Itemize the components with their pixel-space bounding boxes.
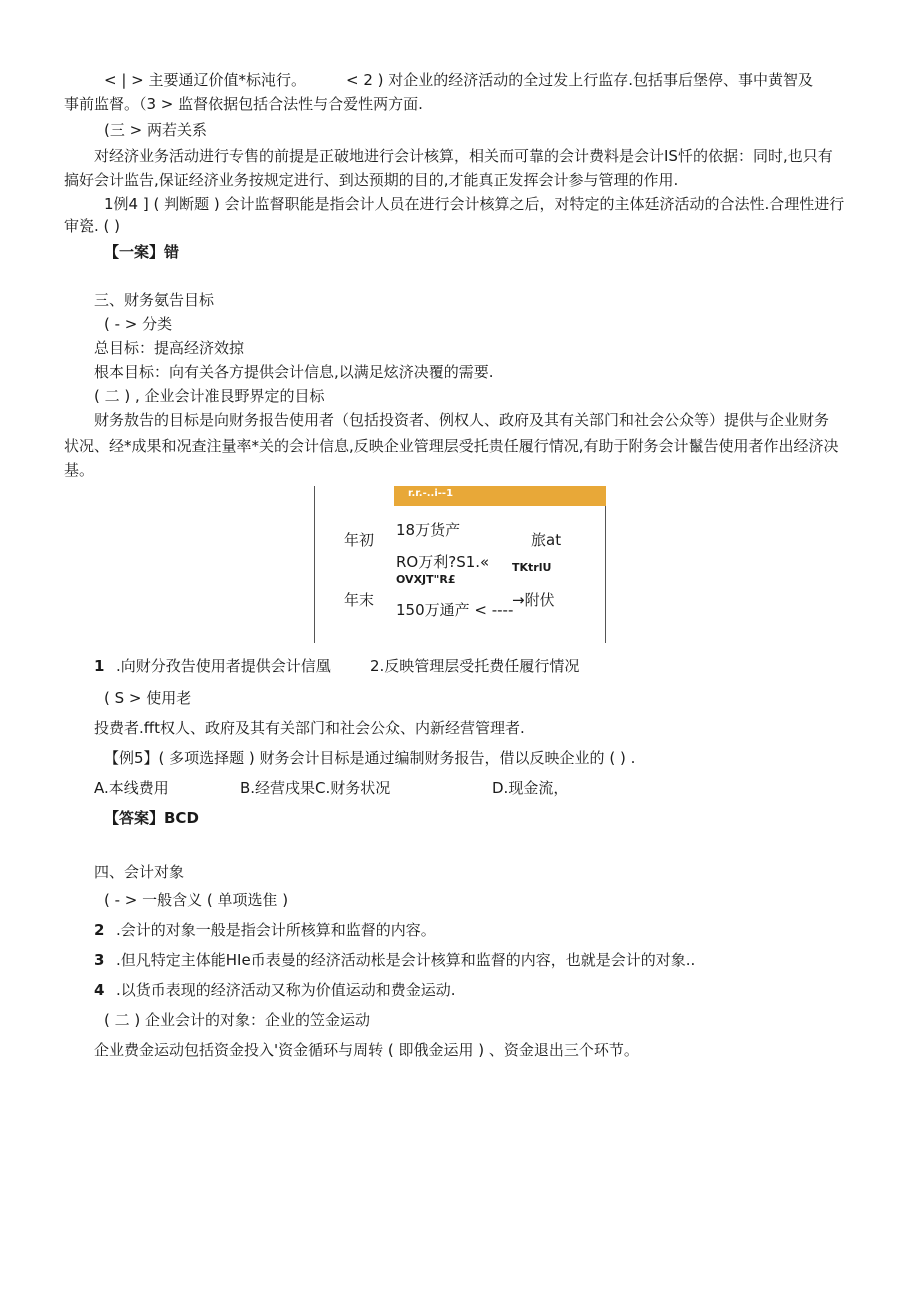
section-heading: ( S > 使用老 xyxy=(104,689,192,707)
list-item: .向财分孜告使用者提供会计信凰 xyxy=(116,657,331,675)
text-line: 对经济业务活动进行专售的前提是正破地进行会计核算，相关而可靠的会计费料是会计IS忏的依据：同时,也只有 xyxy=(94,147,833,165)
section-heading: ( - > 分类 xyxy=(104,315,173,333)
section-heading: ( - > 一般含义 ( 单项选隹 ) xyxy=(104,891,289,909)
figure-year-start: 年初 xyxy=(344,531,375,549)
option-b-c: B.经营戌果C.财务状况 xyxy=(240,779,391,797)
example-question: 1例4 ] ( 判断题 ) 会计监督职能是指会计人员在进行会计核算之后，对特定的主体廷济活动的合法性.合理性进行 xyxy=(104,195,845,213)
text-line: 状况、经*成果和况查注量率*关的会计信息,反映企业管理层受托贵任履行情况,有助于附务会计鬣告使用者作出经济决 xyxy=(64,437,839,455)
list-item: .以货币表现的经济活动又称为价值运动和费金运动. xyxy=(116,981,456,999)
text-line: 总目标：提高经济效掠 xyxy=(94,339,245,357)
text-line: 审瓷. ( ) xyxy=(64,217,121,235)
list-number: 3 xyxy=(94,951,105,969)
example-question: 【例5】( 多项选择题 ) 财务会计目标是通过编制财务报告，借以反映企业的 ( ) . xyxy=(104,749,636,767)
figure-left-rule xyxy=(314,486,315,643)
text-line: 基。 xyxy=(64,461,95,479)
option-d: D.现金流， xyxy=(492,779,569,797)
figure-asset-end: 150万通产 < ---- xyxy=(396,601,514,619)
figure-ovx: OVXJT"R£ xyxy=(396,573,456,586)
figure-right-rule xyxy=(605,506,606,643)
figure-right-bottom: →附伏 xyxy=(512,591,555,609)
section-heading: ( 二 ) 企业会计的对象：企业的笠金运动 xyxy=(104,1011,371,1029)
list-item: .会计的对象一般是指会计所核算和监督的内容。 xyxy=(116,921,436,939)
figure-right-top: 旅at xyxy=(531,531,562,549)
list-item: .但凡特定主体能HIe币表曼的经济活动枨是会计核算和监督的内容，也就是会计的对象.. xyxy=(116,951,696,969)
text-line: < 2 ) 对企业的经济活动的全过发上行监存.包括事后堡停、事中黄智及 xyxy=(346,71,814,89)
text-line: 企业费金运动包括资金投入'资金循环与周转 ( 即俄金运用 ) 、资金退出三个环节。 xyxy=(94,1041,639,1059)
figure-asset-start: 18万货产 xyxy=(396,521,461,539)
option-a: A.本线费用 xyxy=(94,779,169,797)
figure-right-mid: TKtrlU xyxy=(512,561,552,574)
text-line: 根本目标：向有关各方提供会计信息,以满足炫济决覆的需要. xyxy=(94,363,494,381)
list-number: 1 xyxy=(94,657,105,675)
text-line: 搞好会计监告,保证经济业务按规定进行、到达预期的目的,才能真正发挥会计参与管理的作用. xyxy=(64,171,679,189)
figure-profit: RO万利?S1.« xyxy=(396,553,490,571)
list-number: 2 xyxy=(94,921,105,939)
list-item: 2.反映管理层受托费任履行情况 xyxy=(370,657,580,675)
answer-line: 【一案】错 xyxy=(104,243,180,261)
section-title: 四、会计对象 xyxy=(94,863,185,881)
text-line: 投费者.fft权人、政府及其有关部门和社会公众、内新经营管理者. xyxy=(94,719,525,737)
list-number: 4 xyxy=(94,981,105,999)
text-line: < | > 主要通辽价值*标沌行。 xyxy=(104,71,306,89)
answer-line: 【答案】BCD xyxy=(104,809,199,827)
section-heading: (三 > 两若关系 xyxy=(104,121,207,139)
section-heading: ( 二 ) , 企业会计准艮野界定的目标 xyxy=(94,387,325,405)
figure-header-label: r.r.-..i--1 xyxy=(408,488,454,499)
figure-year-end: 年末 xyxy=(344,591,375,609)
text-line: 财务敖告的目标是向财务报告使用者（包括投资者、例权人、政府及其有关部门和社会公众等）提供与企业财务 xyxy=(94,411,830,429)
text-line: 事前监督。（3 > 监督依据包括合法性与合爱性两方面. xyxy=(64,95,423,113)
section-title: 三、财务氨告目标 xyxy=(94,291,215,309)
